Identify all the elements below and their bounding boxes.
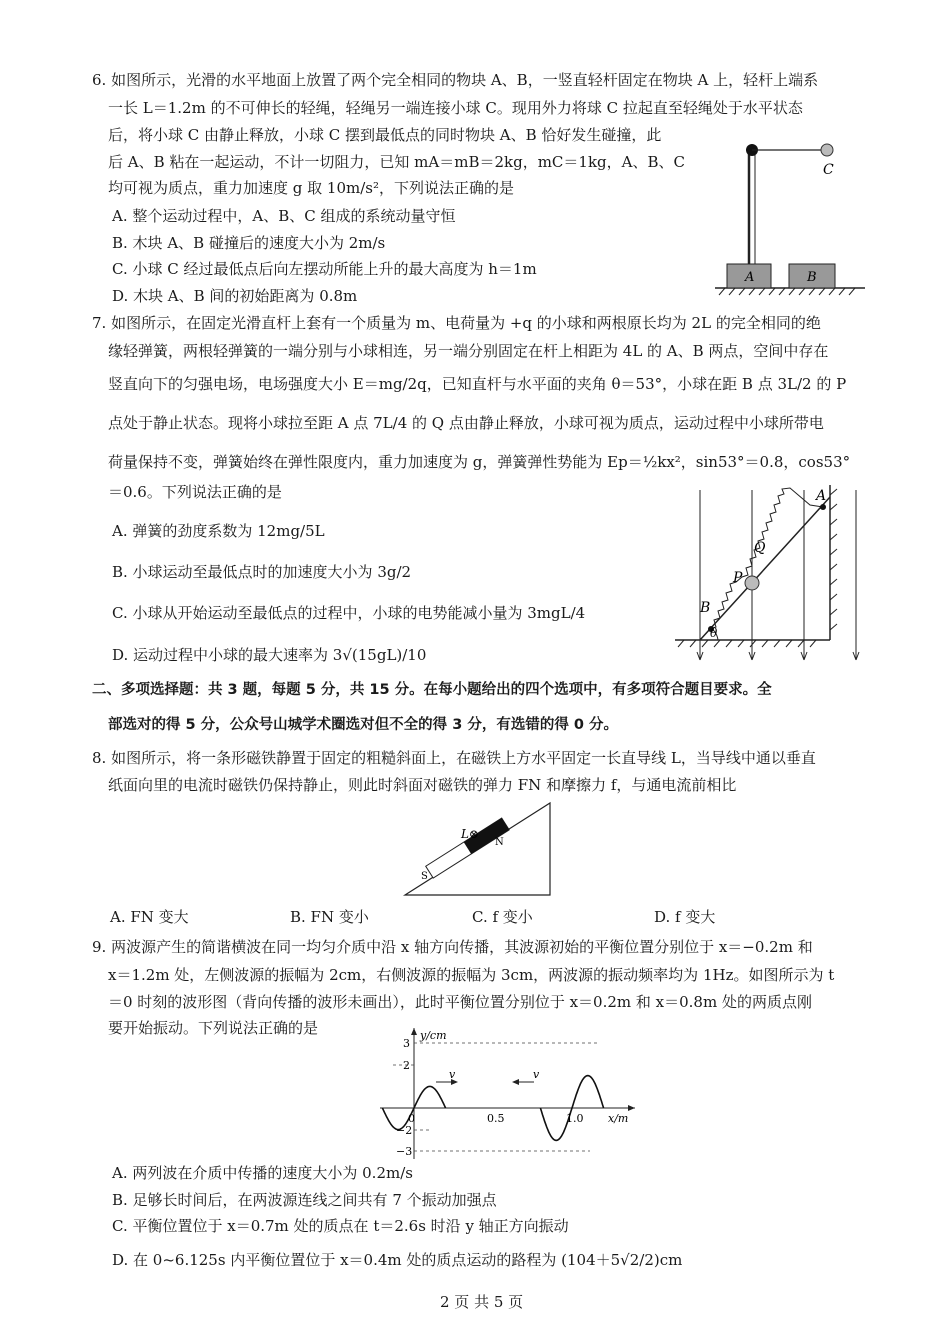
q9-tick-y-2: 2	[403, 1059, 410, 1072]
q9-tick-y-3: 3	[403, 1037, 410, 1050]
q7-label-q: Q	[754, 540, 766, 556]
point-a-icon	[820, 504, 826, 510]
q8-option-b[interactable]: B. FN 变小	[290, 908, 369, 926]
q6-option-d[interactable]: D. 木块 A、B 间的初始距离为 0.8m	[112, 287, 358, 305]
q9-line-3: ＝0 时刻的波形图（背向传播的波形未画出），此时平衡位置分别位于 x＝0.2m 和 x＝0.8m 处的两质点刚	[108, 993, 812, 1011]
q7-line-2: 缘轻弹簧，两根轻弹簧的一端分别与小球相连，另一端分别固定在杆上相距为 4L 的 A、B 两点，空间中存在	[108, 342, 829, 360]
q9-xlabel: x/m	[608, 1112, 629, 1125]
q7-line-1: 7. 如图所示，在固定光滑直杆上套有一个质量为 m、电荷量为 +q 的小球和两根原长均为 2L 的完全相同的绝	[92, 314, 821, 332]
q6-line-5: 均可视为质点，重力加速度 g 取 10m/s²，下列说法正确的是	[108, 179, 514, 197]
q8-option-c[interactable]: C. f 变小	[472, 908, 533, 926]
q7-label-b: B	[700, 600, 711, 616]
q7-line-6: ＝0.6。下列说法正确的是	[108, 483, 282, 501]
q9-tick-y-neg3: −3	[396, 1145, 413, 1158]
q6-figure	[705, 130, 880, 298]
q9-tick-x-10: 1.0	[566, 1112, 584, 1125]
q7-option-b[interactable]: B. 小球运动至最低点时的加速度大小为 3g/2	[112, 563, 412, 581]
q7-figure	[670, 480, 860, 670]
q6-line-1: 6. 如图所示，光滑的水平地面上放置了两个完全相同的物块 A、B，一竖直轻杆固定在物块 A 上，轻杆上端系	[92, 71, 819, 89]
ball-p-icon	[745, 576, 759, 590]
q7-line-4: 点处于静止状态。现将小球拉至距 A 点 7L/4 的 Q 点由静止释放，小球可视为质点，运动过程中小球所带电	[108, 414, 824, 432]
ball-c-icon	[821, 144, 833, 156]
section2-heading-line1: 二、多项选择题：共 3 题，每题 5 分，共 15 分。在每小题给出的四个选项中，有多项符合题目要求。全	[92, 682, 772, 698]
q7-line-3: 竖直向下的匀强电场，电场强度大小 E＝mg/2q，已知直杆与水平面的夹角 θ＝53°，小球在距 B 点 3L/2 的 P	[108, 375, 847, 393]
section2-heading-line2: 部选对的得 5 分，公众号山城学术圈选对但不全的得 3 分，有选错的得 0 分。	[108, 717, 619, 733]
q9-option-a[interactable]: A. 两列波在介质中传播的速度大小为 0.2m/s	[112, 1164, 413, 1182]
q9-ylabel: y/cm	[420, 1029, 447, 1042]
q7-line-5: 荷量保持不变，弹簧始终在弹性限度内，重力加速度为 g，弹簧弹性势能为 Ep＝½kx²，sin53°＝0.8，cos53°	[108, 453, 851, 471]
q6-label-a: A	[745, 270, 755, 285]
q9-wave-figure	[370, 1024, 650, 1164]
q7-label-p: P	[733, 570, 743, 586]
q9-line-1: 9. 两波源产生的简谐横波在同一均匀介质中沿 x 轴方向传播，其波源初始的平衡位置分别位于 x＝−0.2m 和	[92, 938, 813, 956]
q6-label-c: C	[823, 162, 834, 178]
q8-label-s: S	[421, 871, 428, 882]
q9-option-c[interactable]: C. 平衡位置位于 x＝0.7m 处的质点在 t＝2.6s 时沿 y 轴正方向振动	[112, 1217, 569, 1235]
q8-figure	[400, 795, 560, 899]
q8-label-wire: L⊗	[461, 827, 480, 841]
q9-option-d[interactable]: D. 在 0~6.125s 内平衡位置位于 x＝0.4m 处的质点运动的路程为 (104＋5√2/2)cm	[112, 1251, 683, 1269]
q8-line-1: 8. 如图所示，将一条形磁铁静置于固定的粗糙斜面上，在磁铁上方水平固定一长直导线 L，当导线中通以垂直	[92, 749, 816, 767]
q9-label-v-right: v	[533, 1068, 540, 1081]
q7-option-a[interactable]: A. 弹簧的劲度系数为 12mg/5L	[112, 522, 325, 540]
q9-tick-y-neg2: −2	[396, 1124, 413, 1137]
q6-option-c[interactable]: C. 小球 C 经过最低点后向左摆动所能上升的最大高度为 h＝1m	[112, 260, 537, 278]
q9-line-2: x＝1.2m 处，左侧波源的振幅为 2cm，右侧波源的振幅为 3cm，两波源的振动频率均为 1Hz。如图所示为 t	[108, 966, 835, 984]
q6-label-b: B	[807, 270, 817, 285]
q9-label-v-left: v	[449, 1068, 456, 1081]
q9-option-b[interactable]: B. 足够长时间后，在两波源连线之间共有 7 个振动加强点	[112, 1191, 497, 1209]
q6-line-4: 后 A、B 粘在一起运动，不计一切阻力，已知 mA＝mB＝2kg，mC＝1kg，A、B、C	[108, 153, 685, 171]
page-number: 2 页 共 5 页	[440, 1293, 524, 1311]
q6-line-3: 后，将小球 C 由静止释放，小球 C 摆到最低点的同时物块 A、B 恰好发生碰撞，此	[108, 126, 662, 144]
q7-label-a: A	[816, 488, 827, 504]
q8-line-2: 纸面向里的电流时磁铁仍保持静止，则此时斜面对磁铁的弹力 FN 和摩擦力 f，与通电流前相比	[108, 776, 737, 794]
q7-option-d[interactable]: D. 运动过程中小球的最大速率为 3√(15gL)/10	[112, 646, 427, 664]
q9-tick-x-05: 0.5	[487, 1112, 505, 1125]
q8-label-n: N	[495, 837, 504, 848]
q6-option-a[interactable]: A. 整个运动过程中，A、B、C 组成的系统动量守恒	[112, 207, 456, 225]
q8-option-d[interactable]: D. f 变大	[654, 908, 716, 926]
q8-option-a[interactable]: A. FN 变大	[110, 908, 189, 926]
q7-option-c[interactable]: C. 小球从开始运动至最低点的过程中，小球的电势能减小量为 3mgL/4	[112, 604, 586, 622]
q6-line-2: 一长 L＝1.2m 的不可伸长的轻绳，轻绳另一端连接小球 C。现用外力将球 C 拉起直至轻绳处于水平状态	[108, 99, 803, 117]
q7-label-theta: θ	[710, 626, 718, 640]
q9-line-4: 要开始振动。下列说法正确的是	[108, 1019, 319, 1037]
q9-tick-x-0: 0	[408, 1112, 415, 1125]
q6-option-b[interactable]: B. 木块 A、B 碰撞后的速度大小为 2m/s	[112, 234, 386, 252]
